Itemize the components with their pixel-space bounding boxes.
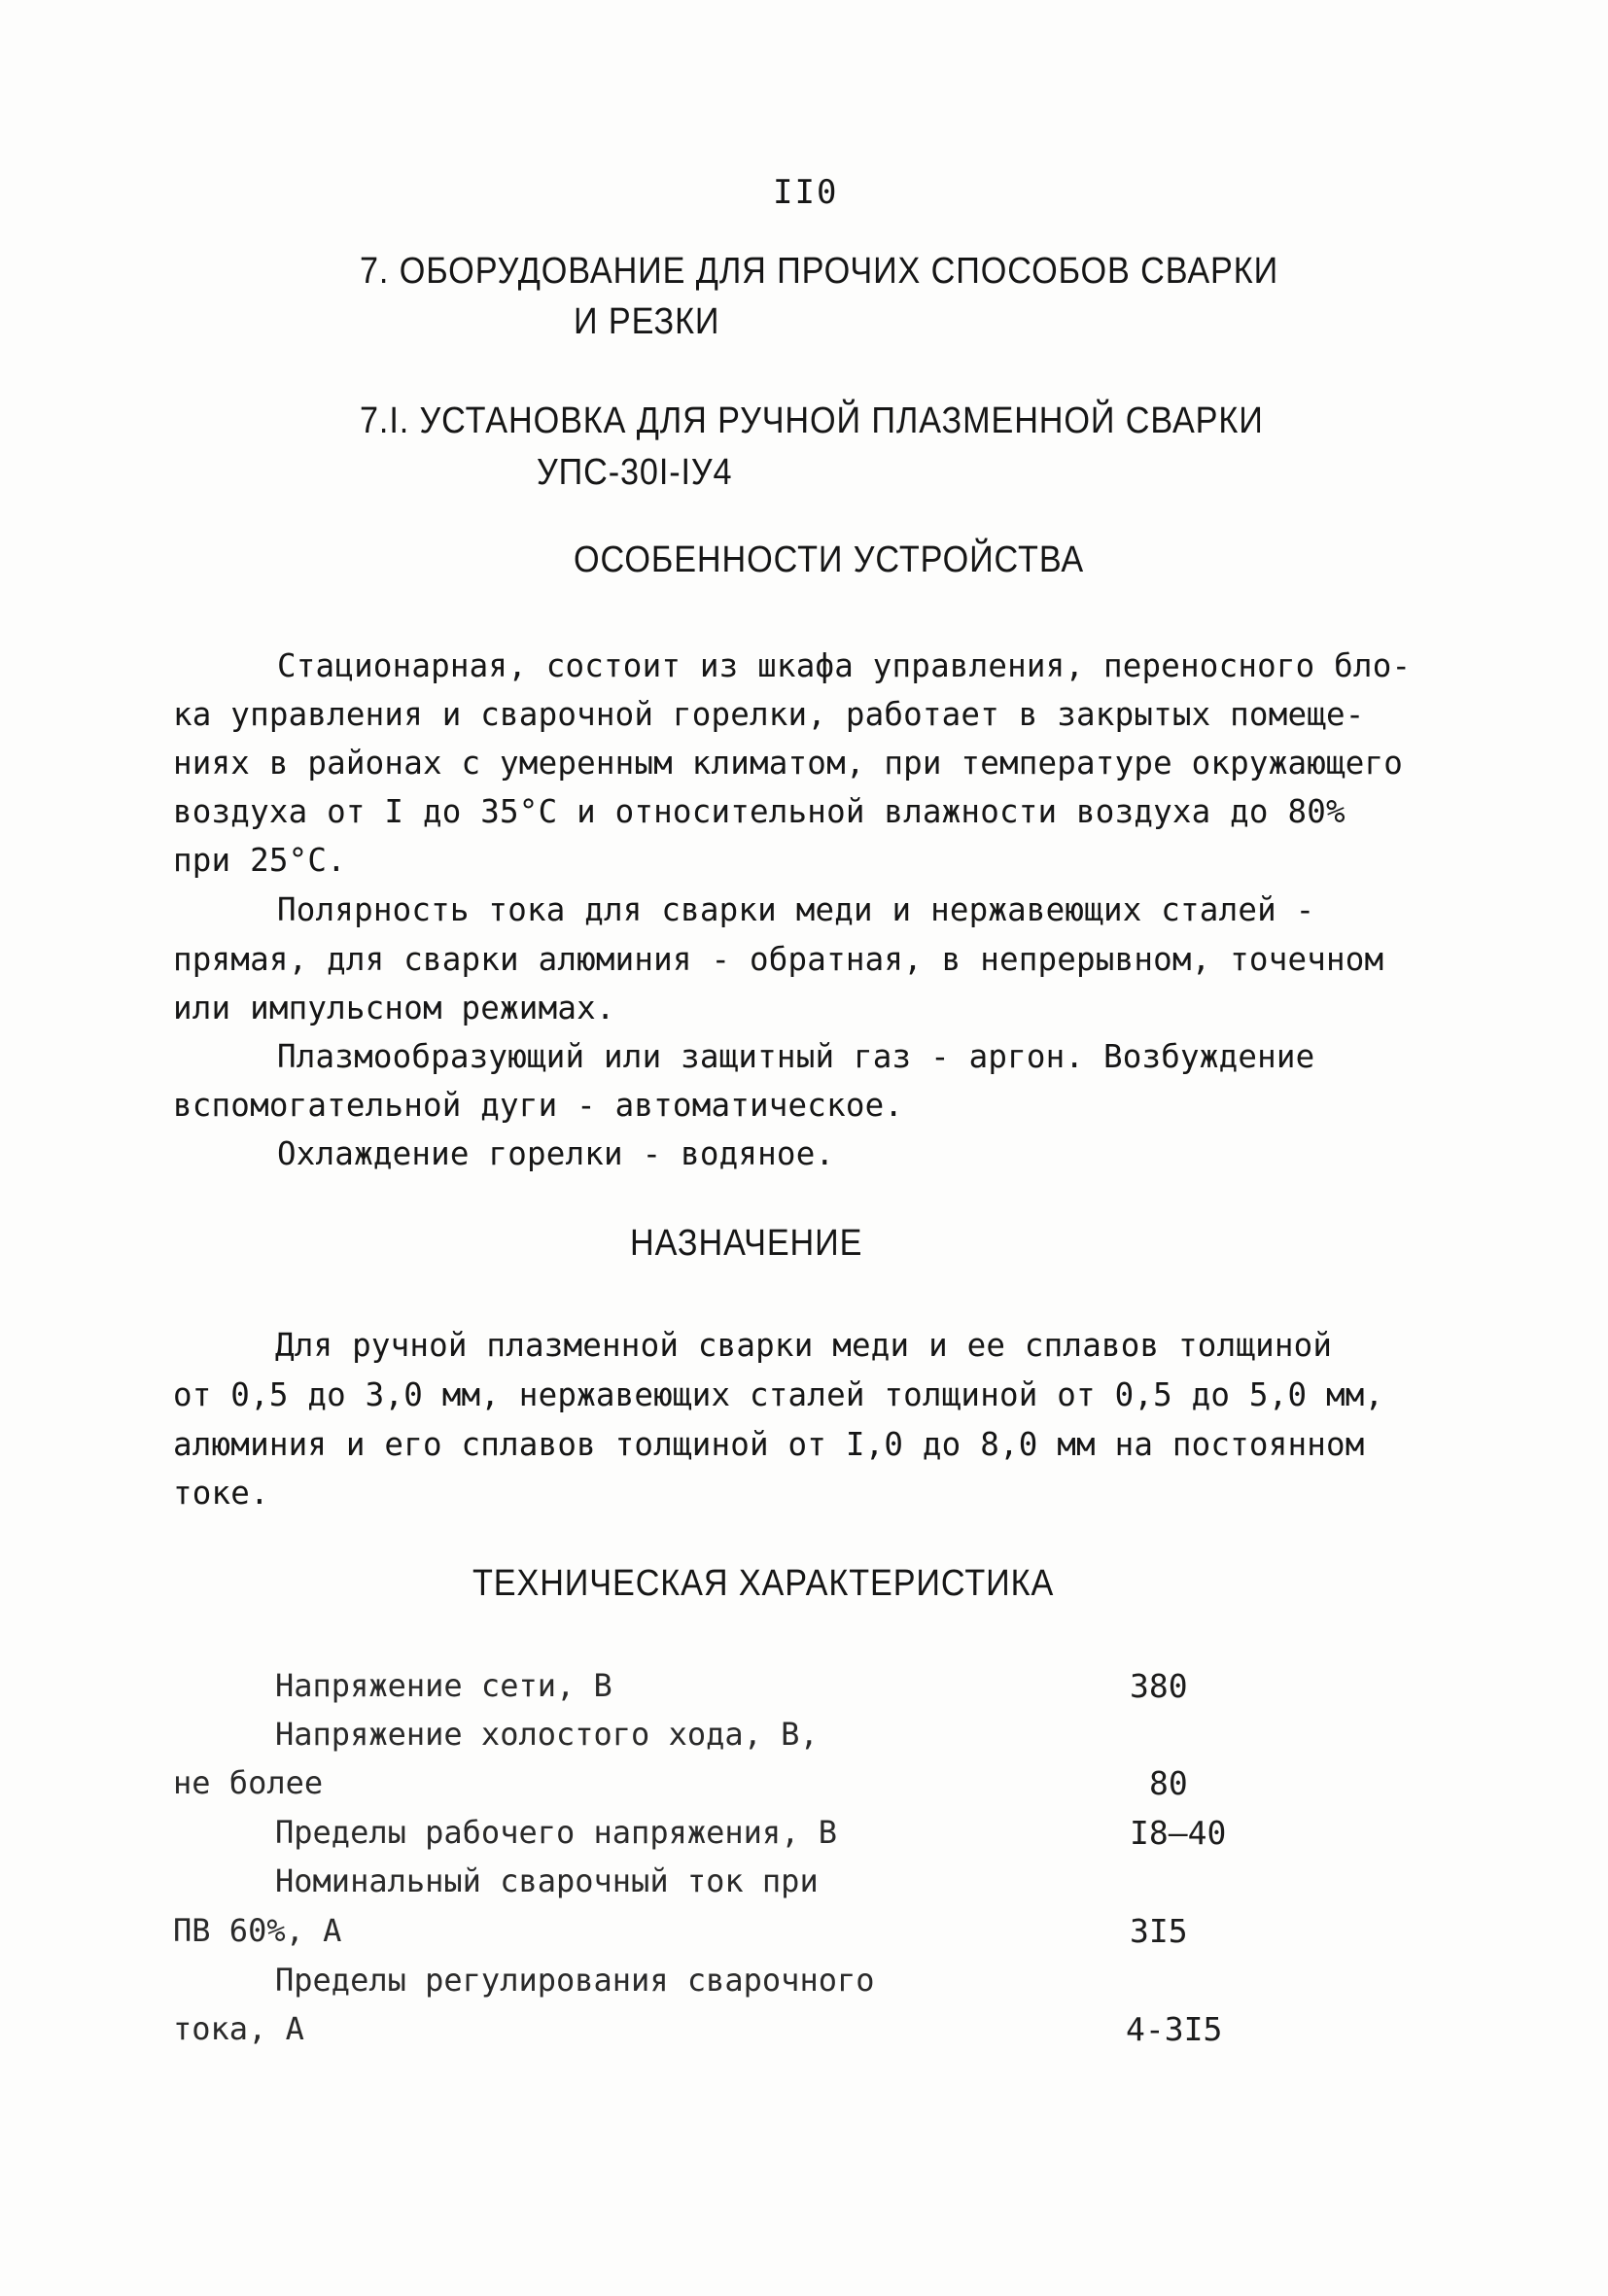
- chapter-title-line-2: И РЕЗКИ: [574, 301, 720, 342]
- features-line: прямая, для сварки алюминия - обратная, в непрерывном, точечном: [173, 941, 1384, 978]
- features-line: воздуха от I до 35°С и относительной влажности воздуха до 80%: [173, 793, 1346, 830]
- spec-label: Напряжение холостого хода, В,: [275, 1716, 819, 1753]
- spec-label: Пределы рабочего напряжения, В: [275, 1814, 837, 1851]
- spec-value: 3I5: [1130, 1912, 1188, 1950]
- spec-value: 4-3I5: [1126, 2010, 1223, 2048]
- features-line: при 25°С.: [173, 842, 346, 879]
- spec-value: 380: [1130, 1667, 1188, 1705]
- spec-label-continued: тока, А: [173, 2010, 304, 2047]
- specs-heading: ТЕХНИЧЕСКАЯ ХАРАКТЕРИСТИКА: [472, 1563, 1055, 1604]
- features-line: Полярность тока для сварки меди и нержавеющих сталей -: [277, 891, 1315, 928]
- purpose-line: Для ручной плазменной сварки меди и ее сплавов толщиной: [275, 1327, 1333, 1364]
- features-heading: ОСОБЕННОСТИ УСТРОЙСТВА: [574, 539, 1085, 580]
- spec-label-continued: не более: [173, 1764, 324, 1801]
- purpose-heading: НАЗНАЧЕНИЕ: [630, 1223, 863, 1264]
- spec-label: Напряжение сети, В: [275, 1667, 612, 1704]
- features-line: ка управления и сварочной горелки, работает в закрытых помеще-: [173, 696, 1365, 733]
- purpose-line: токе.: [173, 1475, 269, 1512]
- features-line: или импульсном режимах.: [173, 990, 615, 1026]
- section-title-line-1: 7.I. УСТАНОВКА ДЛЯ РУЧНОЙ ПЛАЗМЕННОЙ СВАРКИ: [360, 400, 1264, 441]
- spec-value: 80: [1149, 1764, 1188, 1802]
- purpose-line: алюминия и его сплавов толщиной от I,0 до 8,0 мм на постоянном: [173, 1426, 1365, 1463]
- features-line: Плазмообразующий или защитный газ - аргон. Возбуждение: [277, 1038, 1315, 1075]
- spec-label: Пределы регулирования сварочного: [275, 1962, 875, 1999]
- section-title-line-2: УПС-30I-IУ4: [537, 452, 733, 493]
- spec-label: Номинальный сварочный ток при: [275, 1862, 819, 1899]
- page-number: II0: [773, 173, 839, 212]
- chapter-title-line-1: 7. ОБОРУДОВАНИЕ ДЛЯ ПРОЧИХ СПОСОБОВ СВАРКИ: [360, 251, 1279, 292]
- spec-label-continued: ПВ 60%, А: [173, 1912, 342, 1949]
- features-line: вспомогательной дуги - автоматическое.: [173, 1087, 904, 1124]
- features-line: ниях в районах с умеренным климатом, при температуре окружающего: [173, 745, 1404, 782]
- features-line: Охлаждение горелки - водяное.: [277, 1135, 835, 1172]
- purpose-line: от 0,5 до 3,0 мм, нержавеющих сталей толщиной от 0,5 до 5,0 мм,: [173, 1376, 1384, 1413]
- spec-value: I8–40: [1130, 1814, 1227, 1852]
- features-line: Стационарная, состоит из шкафа управления, переносного бло-: [277, 647, 1412, 684]
